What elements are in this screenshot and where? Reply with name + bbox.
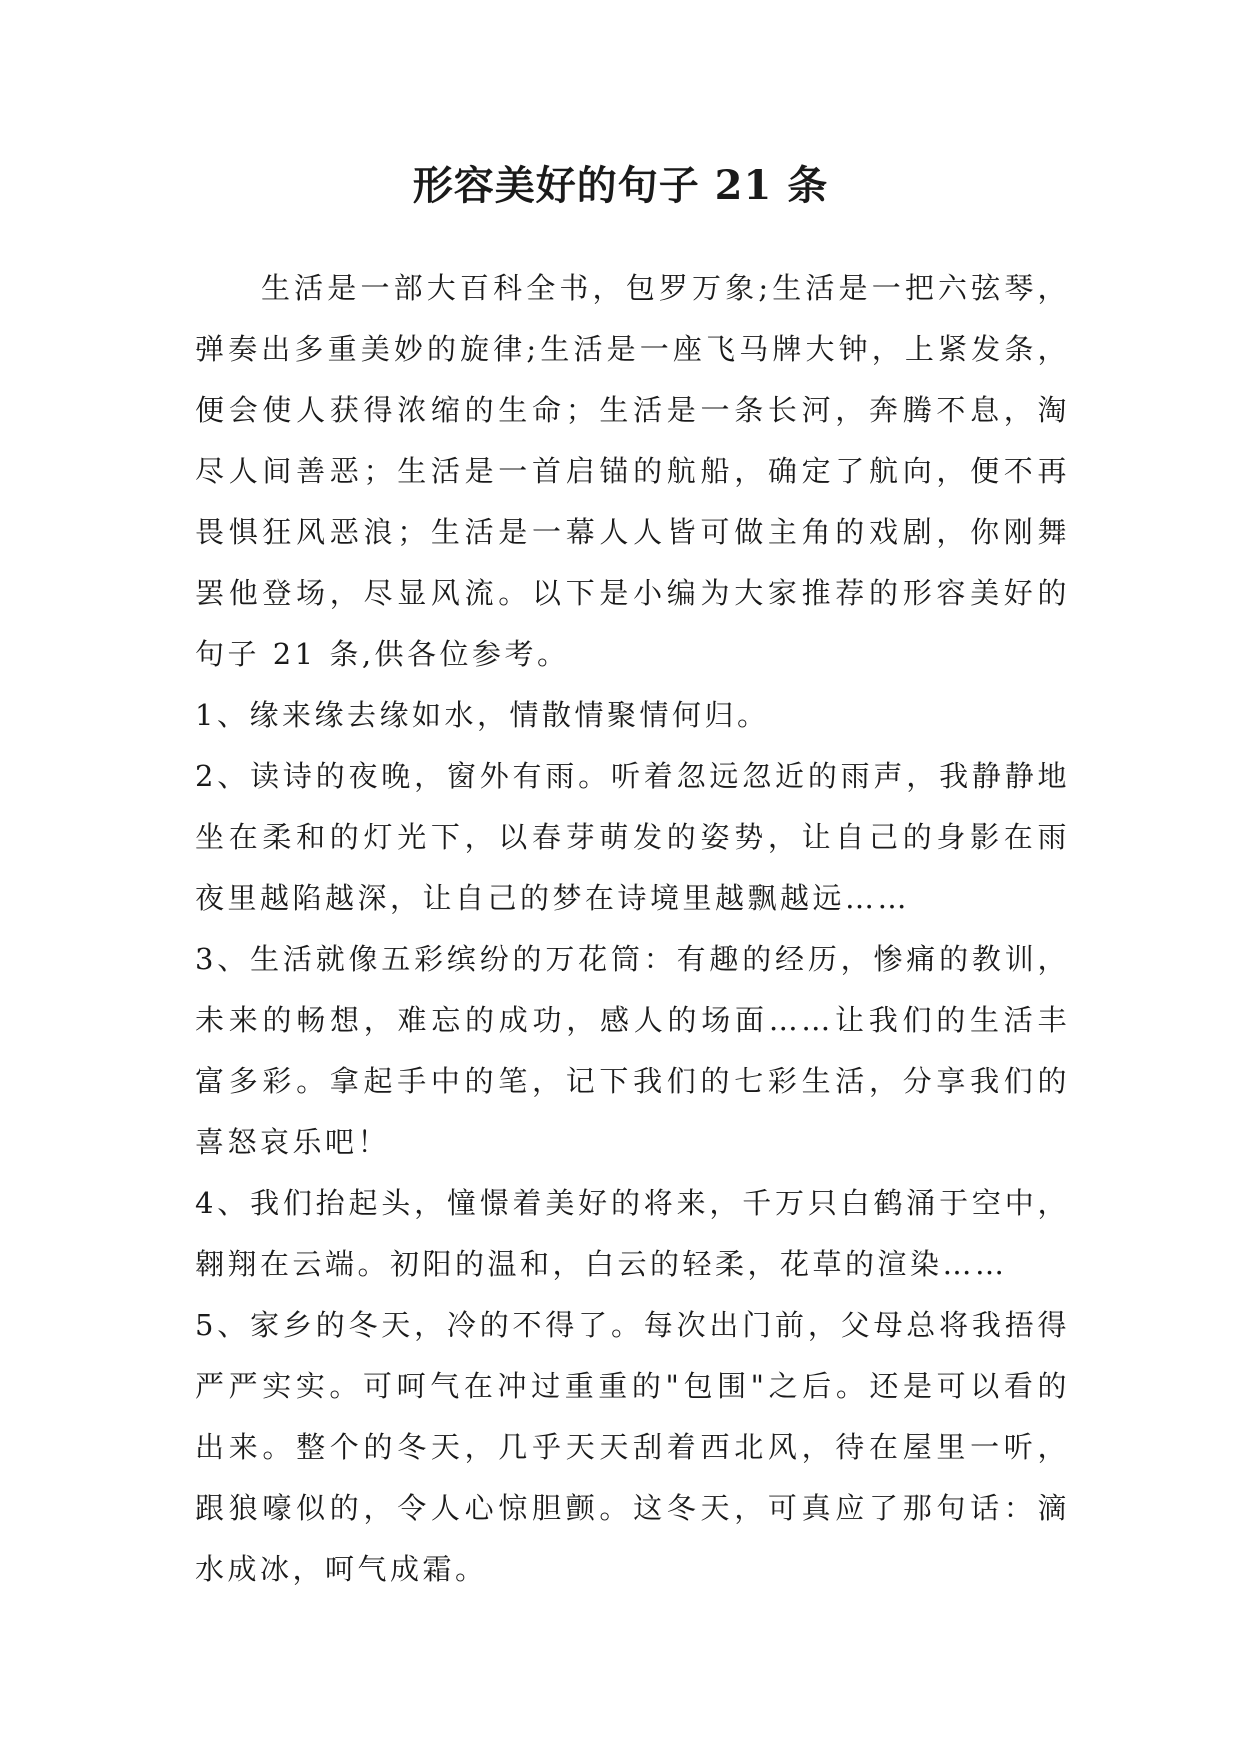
list-item: 3、生活就像五彩缤纷的万花筒：有趣的经历，惨痛的教训，未来的畅想，难忘的成功，感人的场面……让我们的生活丰富多彩。拿起手中的笔，记下我们的七彩生活，分享我们的喜怒哀乐吧！: [195, 942, 1070, 1159]
document-title: 形容美好的句子 21 条: [412, 162, 829, 209]
intro-paragraph: 生活是一部大百科全书，包罗万象;生活是一把六弦琴，弹奏出多重美妙的旋律;生活是一座飞马牌大钟，上紧发条，便会使人获得浓缩的生命；生活是一条长河，奔腾不息，淘尽人间善恶；生活是一首启锚的航船，确定了航向，便不再畏惧狂风恶浪；生活是一幕人人皆可做主角的戏剧，你刚舞罢他登场，尽显风流。以下是小编为大家推荐的形容美好的句子 21 条,供各位参考。: [195, 271, 1070, 671]
list-item: 1、缘来缘去缘如水，情散情聚情何归。: [195, 698, 770, 732]
document-body: [195, 258, 1070, 1600]
list-item: 2、读诗的夜晚，窗外有雨。听着忽远忽近的雨声，我静静地坐在柔和的灯光下，以春芽萌发的姿势，让自己的身影在雨夜里越陷越深，让自己的梦在诗境里越飘越远……: [195, 759, 1070, 915]
list-item: 5、家乡的冬天，冷的不得了。每次出门前，父母总将我捂得严严实实。可呵气在冲过重重的"包围"之后。还是可以看的出来。整个的冬天，几乎天天刮着西北风，待在屋里一听，跟狼嚎似的，令人心惊胆颤。这冬天，可真应了那句话：滴水成冰，呵气成霜。: [195, 1308, 1070, 1586]
list-item: 4、我们抬起头，憧憬着美好的将来，千万只白鹤涌于空中，翱翔在云端。初阳的温和，白云的轻柔，花草的渲染……: [195, 1186, 1070, 1281]
